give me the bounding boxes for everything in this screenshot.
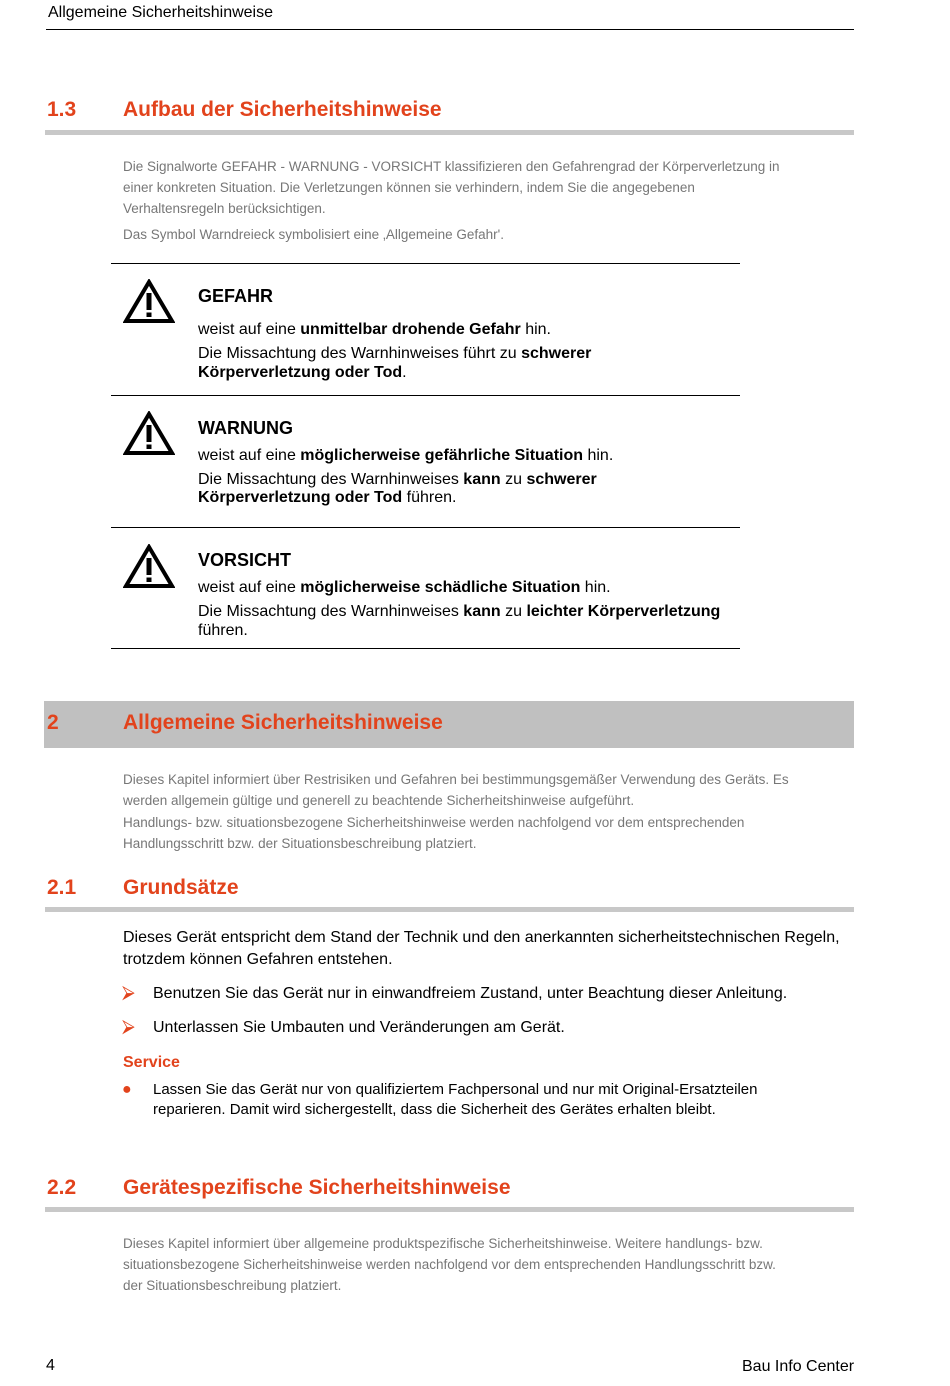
- service-heading: Service: [123, 1054, 180, 1071]
- warning-line: weist auf eine möglicherweise gefährliche Situation hin.: [198, 447, 614, 464]
- warning-title: VORSICHT: [198, 550, 292, 570]
- intro-line: situationsbezogene Sicherheitshinweise werden nachfolgend vor dem entsprechenden Handlungsschritt bzw.: [123, 1257, 776, 1272]
- page-number: 4: [46, 1357, 55, 1374]
- header-rule: [46, 29, 854, 30]
- intro-line: einer konkreten Situation. Die Verletzungen können sie verhindern, indem Sie die angegebenen: [123, 180, 695, 195]
- warning-line: weist auf eine möglicherweise schädliche Situation hin.: [198, 579, 611, 596]
- symbol-note: Das Symbol Warndreieck symbolisiert eine ‚Allgemeine Gefahr'.: [123, 227, 504, 242]
- section-number: 2.2: [47, 1176, 77, 1199]
- warning-divider: [111, 263, 740, 264]
- warning-line: führen.: [198, 622, 248, 639]
- chapter-intro: [123, 769, 843, 854]
- warning-line: Die Missachtung des Warnhinweises kann zu schwerer: [198, 471, 597, 488]
- list-item: Lassen Sie das Gerät nur von qualifiziertem Fachpersonal und nur mit Original-Ersatzteilen reparieren. Damit wird sichergestellt, dass die Sicherheit des Gerätes erhalten bleibt.: [153, 1081, 758, 1118]
- intro-line: der Situationsbeschreibung platziert.: [123, 1278, 342, 1293]
- warning-divider: [111, 395, 740, 396]
- warning-line: Die Missachtung des Warnhinweises führt zu schwerer: [198, 345, 592, 362]
- running-header-title: Allgemeine Sicherheitshinweise: [48, 4, 274, 21]
- intro-line: Handlungs- bzw. situationsbezogene Sicherheitshinweise werden nachfolgend vor dem entsprechenden: [123, 815, 745, 830]
- warning-title: GEFAHR: [198, 286, 274, 306]
- section-title: Aufbau der Sicherheitshinweise: [123, 98, 442, 121]
- section-rule: [45, 130, 854, 135]
- section-title: Grundsätze: [123, 876, 239, 899]
- section-rule: [45, 907, 854, 912]
- section-intro: [123, 156, 843, 245]
- intro-line: Dieses Kapitel informiert über Restrisiken und Gefahren bei bestimmungsgemäßer Verwendung des Geräts. Es: [123, 772, 789, 787]
- warning-line: Körperverletzung oder Tod.: [198, 364, 407, 381]
- arrow-bullet-icon: ⮚: [122, 1016, 135, 1036]
- warning-triangle-icon: [123, 279, 175, 324]
- chapter-number: 2: [47, 711, 59, 734]
- section-rule: [45, 1207, 854, 1212]
- section-number: 1.3: [47, 98, 77, 121]
- warning-triangle-icon: [123, 411, 175, 456]
- warning-line: Körperverletzung oder Tod führen.: [198, 489, 457, 506]
- list-item: Benutzen Sie das Gerät nur in einwandfreiem Zustand, unter Beachtung dieser Anleitung.: [153, 985, 788, 1002]
- warning-title: WARNUNG: [198, 418, 293, 438]
- principles-paragraph: Dieses Gerät entspricht dem Stand der Technik und den anerkannten sicherheitstechnischen Regeln, trotzdem können Gefahren entstehen.: [123, 929, 840, 968]
- intro-line: Verhaltensregeln berücksichtigen.: [123, 201, 326, 216]
- dot-bullet-icon: ●: [122, 1081, 132, 1098]
- warning-divider: [111, 527, 740, 528]
- intro-line: werden allgemein gültige und generell zu beachtende Sicherheitshinweise aufgeführt.: [123, 793, 635, 808]
- warning-triangle-icon: [123, 544, 175, 589]
- warning-divider: [111, 648, 740, 649]
- intro-line: Die Signalworte GEFAHR - WARNUNG - VORSICHT klassifizieren den Gefahrengrad der Körperverletzung in: [123, 159, 780, 174]
- warning-line: weist auf eine unmittelbar drohende Gefahr hin.: [198, 321, 551, 338]
- warning-line: Die Missachtung des Warnhinweises kann zu leichter Körperverletzung: [198, 603, 721, 620]
- section-intro: [123, 1233, 843, 1296]
- section-title: Gerätespezifische Sicherheitshinweise: [123, 1176, 511, 1199]
- section-number: 2.1: [47, 876, 77, 899]
- chapter-title: Allgemeine Sicherheitshinweise: [123, 711, 443, 734]
- arrow-bullet-icon: ⮚: [122, 982, 135, 1002]
- intro-line: Handlungsschritt bzw. der Situationsbeschreibung platziert.: [123, 836, 477, 851]
- intro-line: Dieses Kapitel informiert über allgemeine produktspezifische Sicherheitshinweise. Weitere handlungs- bzw.: [123, 1236, 763, 1251]
- footer-publisher: Bau Info Center: [742, 1358, 855, 1375]
- list-item: Unterlassen Sie Umbauten und Veränderungen am Gerät.: [153, 1019, 565, 1036]
